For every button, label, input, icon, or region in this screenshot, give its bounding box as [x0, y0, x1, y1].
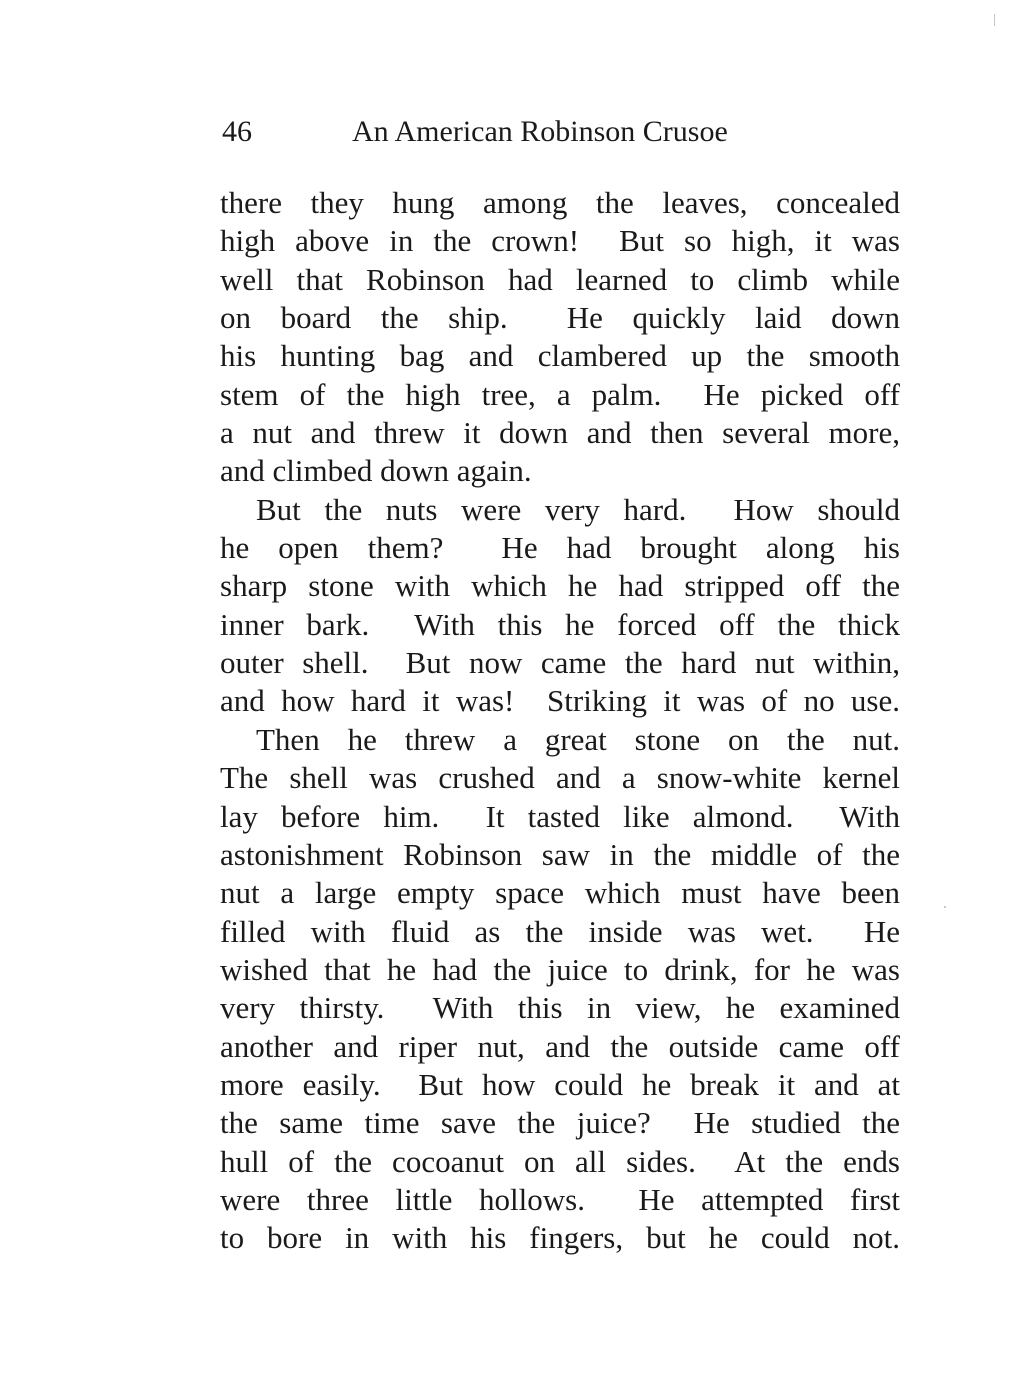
text-line: another and riper nut, and the outside came off	[220, 1028, 900, 1064]
text-line: and how hard it was! Striking it was of no use.	[220, 683, 900, 719]
text-line: there they hung among the leaves, concealed	[220, 185, 900, 220]
text-line: But the nuts were very hard. How should	[256, 491, 900, 527]
text-line: to bore in with his fingers, but he could not.	[220, 1220, 900, 1256]
scan-mark	[994, 14, 995, 26]
body-text	[220, 184, 900, 1258]
text-line: very thirsty. With this in view, he examined	[220, 990, 900, 1026]
text-line: were three little hollows. He attempted first	[220, 1181, 900, 1217]
text-line: Then he threw a great stone on the nut.	[256, 721, 900, 757]
text-line: sharp stone with which he had stripped off the	[220, 568, 900, 604]
text-line: on board the ship. He quickly laid down	[220, 300, 900, 336]
text-line: nut a large empty space which must have been	[220, 875, 900, 911]
text-line: he open them? He had brought along his	[220, 530, 900, 566]
text-line: well that Robinson had learned to climb while	[220, 261, 900, 297]
text-line: stem of the high tree, a palm. He picked off	[220, 376, 900, 412]
text-line: astonishment Robinson saw in the middle of the	[220, 836, 900, 872]
book-title: An American Robinson Crusoe	[352, 115, 728, 148]
text-line: lay before him. It tasted like almond. With	[220, 798, 900, 834]
text-line: filled with fluid as the inside was wet. He	[220, 913, 900, 949]
text-line: inner bark. With this he forced off the thick	[220, 606, 900, 642]
scan-dot	[944, 906, 946, 908]
text-line: a nut and threw it down and then several more,	[220, 415, 900, 451]
text-line: and climbed down again.	[220, 453, 532, 489]
text-line: wished that he had the juice to drink, for he was	[220, 951, 900, 987]
text-line: The shell was crushed and a snow-white kernel	[220, 760, 900, 796]
text-line: more easily. But how could he break it and at	[220, 1066, 900, 1102]
text-line: outer shell. But now came the hard nut within,	[220, 645, 900, 681]
text-line: his hunting bag and clambered up the smooth	[220, 338, 900, 374]
text-line: hull of the cocoanut on all sides. At the ends	[220, 1143, 900, 1179]
text-line: the same time save the juice? He studied the	[220, 1105, 900, 1141]
text-line: high above in the crown! But so high, it was	[220, 223, 900, 259]
page-number: 46	[222, 115, 252, 148]
running-head	[222, 112, 782, 152]
